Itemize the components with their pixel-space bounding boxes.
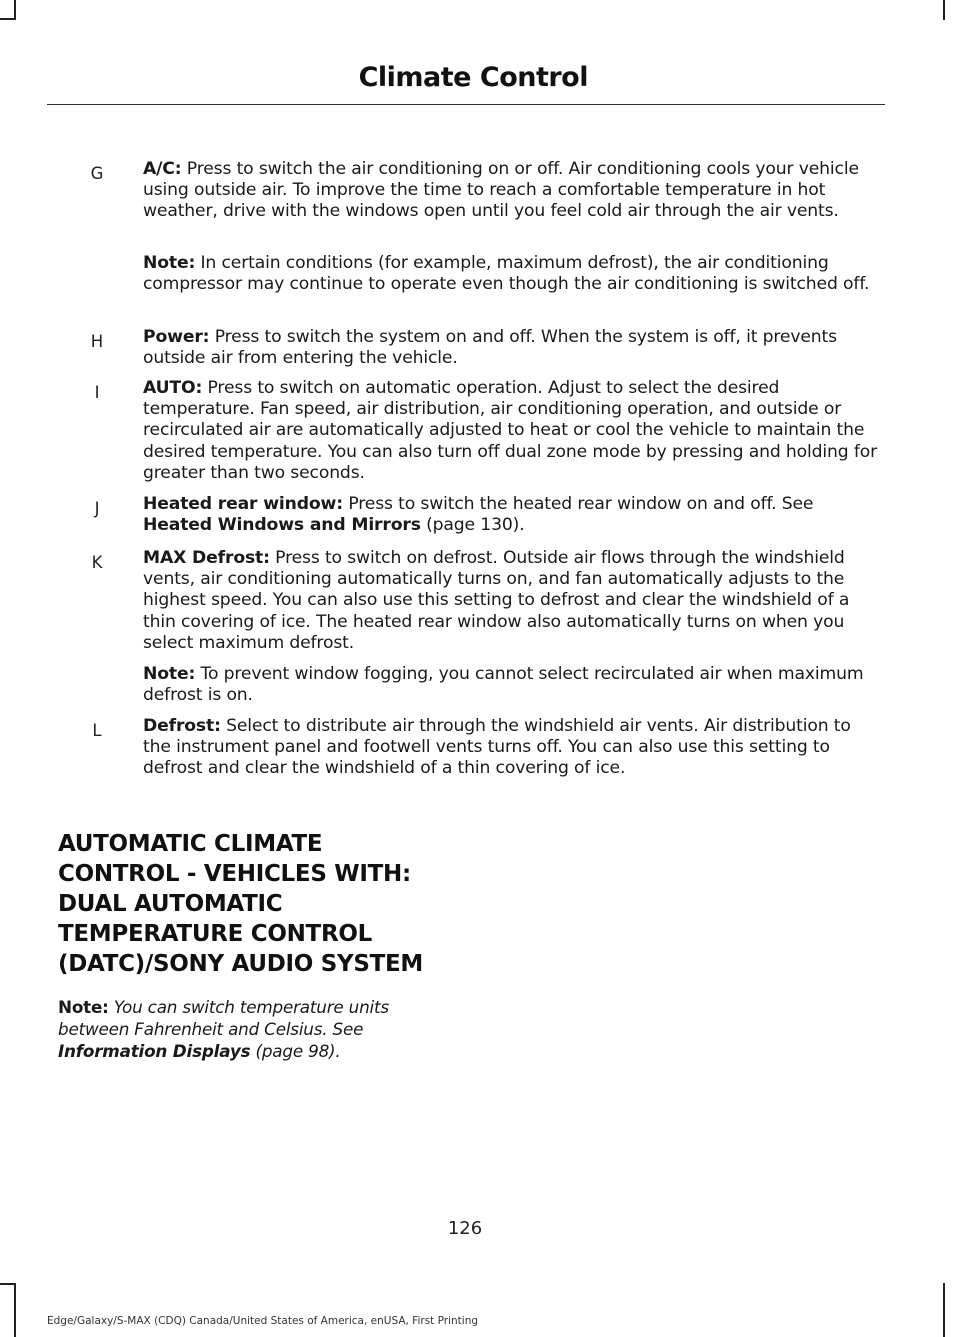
note-text: You can switch temperature units between Fahrenheit and Celsius. See <box>58 997 389 1039</box>
page-title: Climate Control <box>358 62 588 93</box>
note-page-ref: (page 98). <box>250 1041 341 1061</box>
item-letter-l: L <box>92 721 102 740</box>
item-k-label: MAX Defrost: <box>143 548 270 568</box>
crop-mark-top-right <box>943 0 945 20</box>
item-l-text: Select to distribute air through the windshield air vents. Air distribution to the instrument panel and footwell vents turns off. You can also use this setting to defrost and clear the windshield of a thin covering of ice. <box>143 716 851 779</box>
item-letter-k: K <box>91 553 103 572</box>
crop-mark-top-left-h <box>0 18 16 20</box>
item-g-label: A/C: <box>143 159 182 179</box>
note-text: To prevent window fogging, you cannot select recirculated air when maximum defrost is on. <box>143 664 864 706</box>
item-g-description <box>143 159 878 223</box>
note-window-fogging <box>143 664 878 706</box>
note-ac-compressor <box>143 253 878 295</box>
item-i-label: AUTO: <box>143 378 203 398</box>
heated-windows-link[interactable]: Heated Windows and Mirrors <box>143 515 421 536</box>
item-k-text: Press to switch on defrost. Outside air flows through the windshield vents, air conditioning automatically turns on, and fan automatically adjusts to the highest speed. You can also use this setting to defrost and clear the windshield of a thin covering of ice. The heated rear window also automatically turns on when you select maximum defrost. <box>143 548 850 653</box>
section-heading-line: AUTOMATIC CLIMATE <box>58 831 323 857</box>
edition-footer: Edge/Galaxy/S-MAX (CDQ) Canada/United States of America, enUSA, First Printing <box>47 1315 479 1327</box>
item-g-text: Press to switch the air conditioning on or off. Air conditioning cools your vehicle using outside air. To improve the time to reach a comfortable temperature in hot weather, drive with the windows open until you feel cold air through the air vents. <box>143 159 859 222</box>
item-j-page-ref: (page 130). <box>420 515 525 536</box>
crop-mark-bottom-left-h <box>0 1283 16 1285</box>
note-temperature-units <box>58 996 438 1062</box>
crop-mark-bottom-left-v <box>14 1283 16 1337</box>
item-letter-i: I <box>94 383 100 402</box>
note-label: Note: <box>143 253 196 273</box>
item-h-description <box>143 327 878 369</box>
header-divider <box>47 104 885 105</box>
item-j-label: Heated rear window: <box>143 494 344 514</box>
item-h-text: Press to switch the system on and off. When the system is off, it prevents outside air from entering the vehicle. <box>143 327 837 369</box>
information-displays-link[interactable]: Information Displays <box>58 1041 251 1061</box>
section-heading-line: (DATC)/SONY AUDIO SYSTEM <box>58 951 423 977</box>
section-heading <box>58 829 478 979</box>
page-number: 126 <box>447 1218 483 1239</box>
item-j-description <box>143 494 878 536</box>
item-l-label: Defrost: <box>143 716 221 736</box>
item-i-description <box>143 378 878 484</box>
section-heading-line: CONTROL - VEHICLES WITH: <box>58 861 411 887</box>
note-label: Note: <box>58 997 109 1017</box>
note-text: In certain conditions (for example, maximum defrost), the air conditioning compressor may continue to operate even though the air conditioning is switched off. <box>143 253 870 295</box>
note-label: Note: <box>143 664 196 684</box>
item-letter-h: H <box>90 332 104 351</box>
section-heading-line: DUAL AUTOMATIC <box>58 891 283 917</box>
item-letter-g: G <box>90 164 104 183</box>
item-h-label: Power: <box>143 327 210 347</box>
section-heading-line: TEMPERATURE CONTROL <box>58 921 372 947</box>
item-k-description <box>143 548 878 654</box>
crop-mark-bottom-right <box>943 1283 945 1337</box>
item-letter-j: J <box>94 499 100 518</box>
crop-mark-top-left-v <box>14 0 16 20</box>
item-l-description <box>143 716 878 780</box>
item-i-text: Press to switch on automatic operation. Adjust to select the desired temperature. Fan speed, air distribution, air conditioning operation, and outside or recirculated air are automatically adjusted to heat or cool the vehicle to maintain the desired temperature. You can also turn off dual zone mode by pressing and holding for greater than two seconds. <box>143 378 878 483</box>
item-j-text: Press to switch the heated rear window on and off. See <box>343 494 814 514</box>
